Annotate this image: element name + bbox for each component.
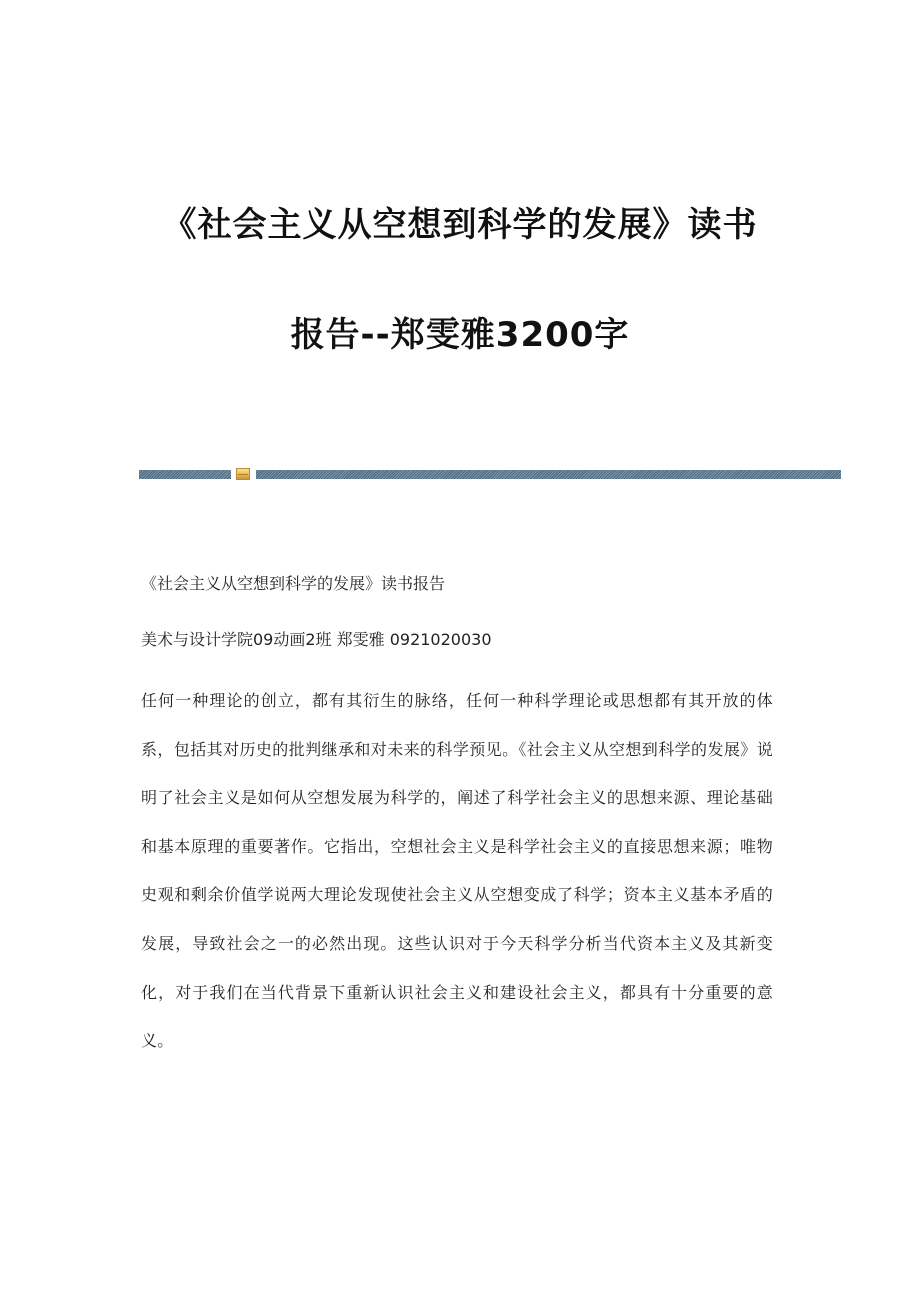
body-paragraph: 任何一种理论的创立，都有其衍生的脉络，任何一种科学理论或思想都有其开放的体系，包括其对历史的批判继承和对未来的科学预见。《社会主义从空想到科学的发展》说明了社会主义是如何从空想发展为科学的，阐述了科学社会主义的思想来源、理论基础和基本原理的重要著作。它指出，空想社会主义是科学社会主义的直接思想来源；唯物史观和剩余价值学说两大理论发现使社会主义从空想变成了科学；资本主义基本矛盾的发展，导致社会之一的必然出现。这些认识对于今天科学分析当代资本主义及其新变化，对于我们在当代背景下重新认识社会主义和建设社会主义，都具有十分重要的意义。 <box>141 691 773 1051</box>
title-divider-right <box>256 470 841 479</box>
document-title-line-1: 《社会主义从空想到科学的发展》读书 <box>162 205 758 245</box>
document-subtitle: 《社会主义从空想到科学的发展》读书报告 <box>141 574 446 593</box>
author-line: 美术与设计学院09动画2班 郑雯雅 0921020030 <box>141 630 492 649</box>
title-divider-left <box>139 470 231 479</box>
document-title-line-2: 报告--郑雯雅3200字 <box>290 315 630 355</box>
divider-ornament-icon <box>236 468 250 480</box>
